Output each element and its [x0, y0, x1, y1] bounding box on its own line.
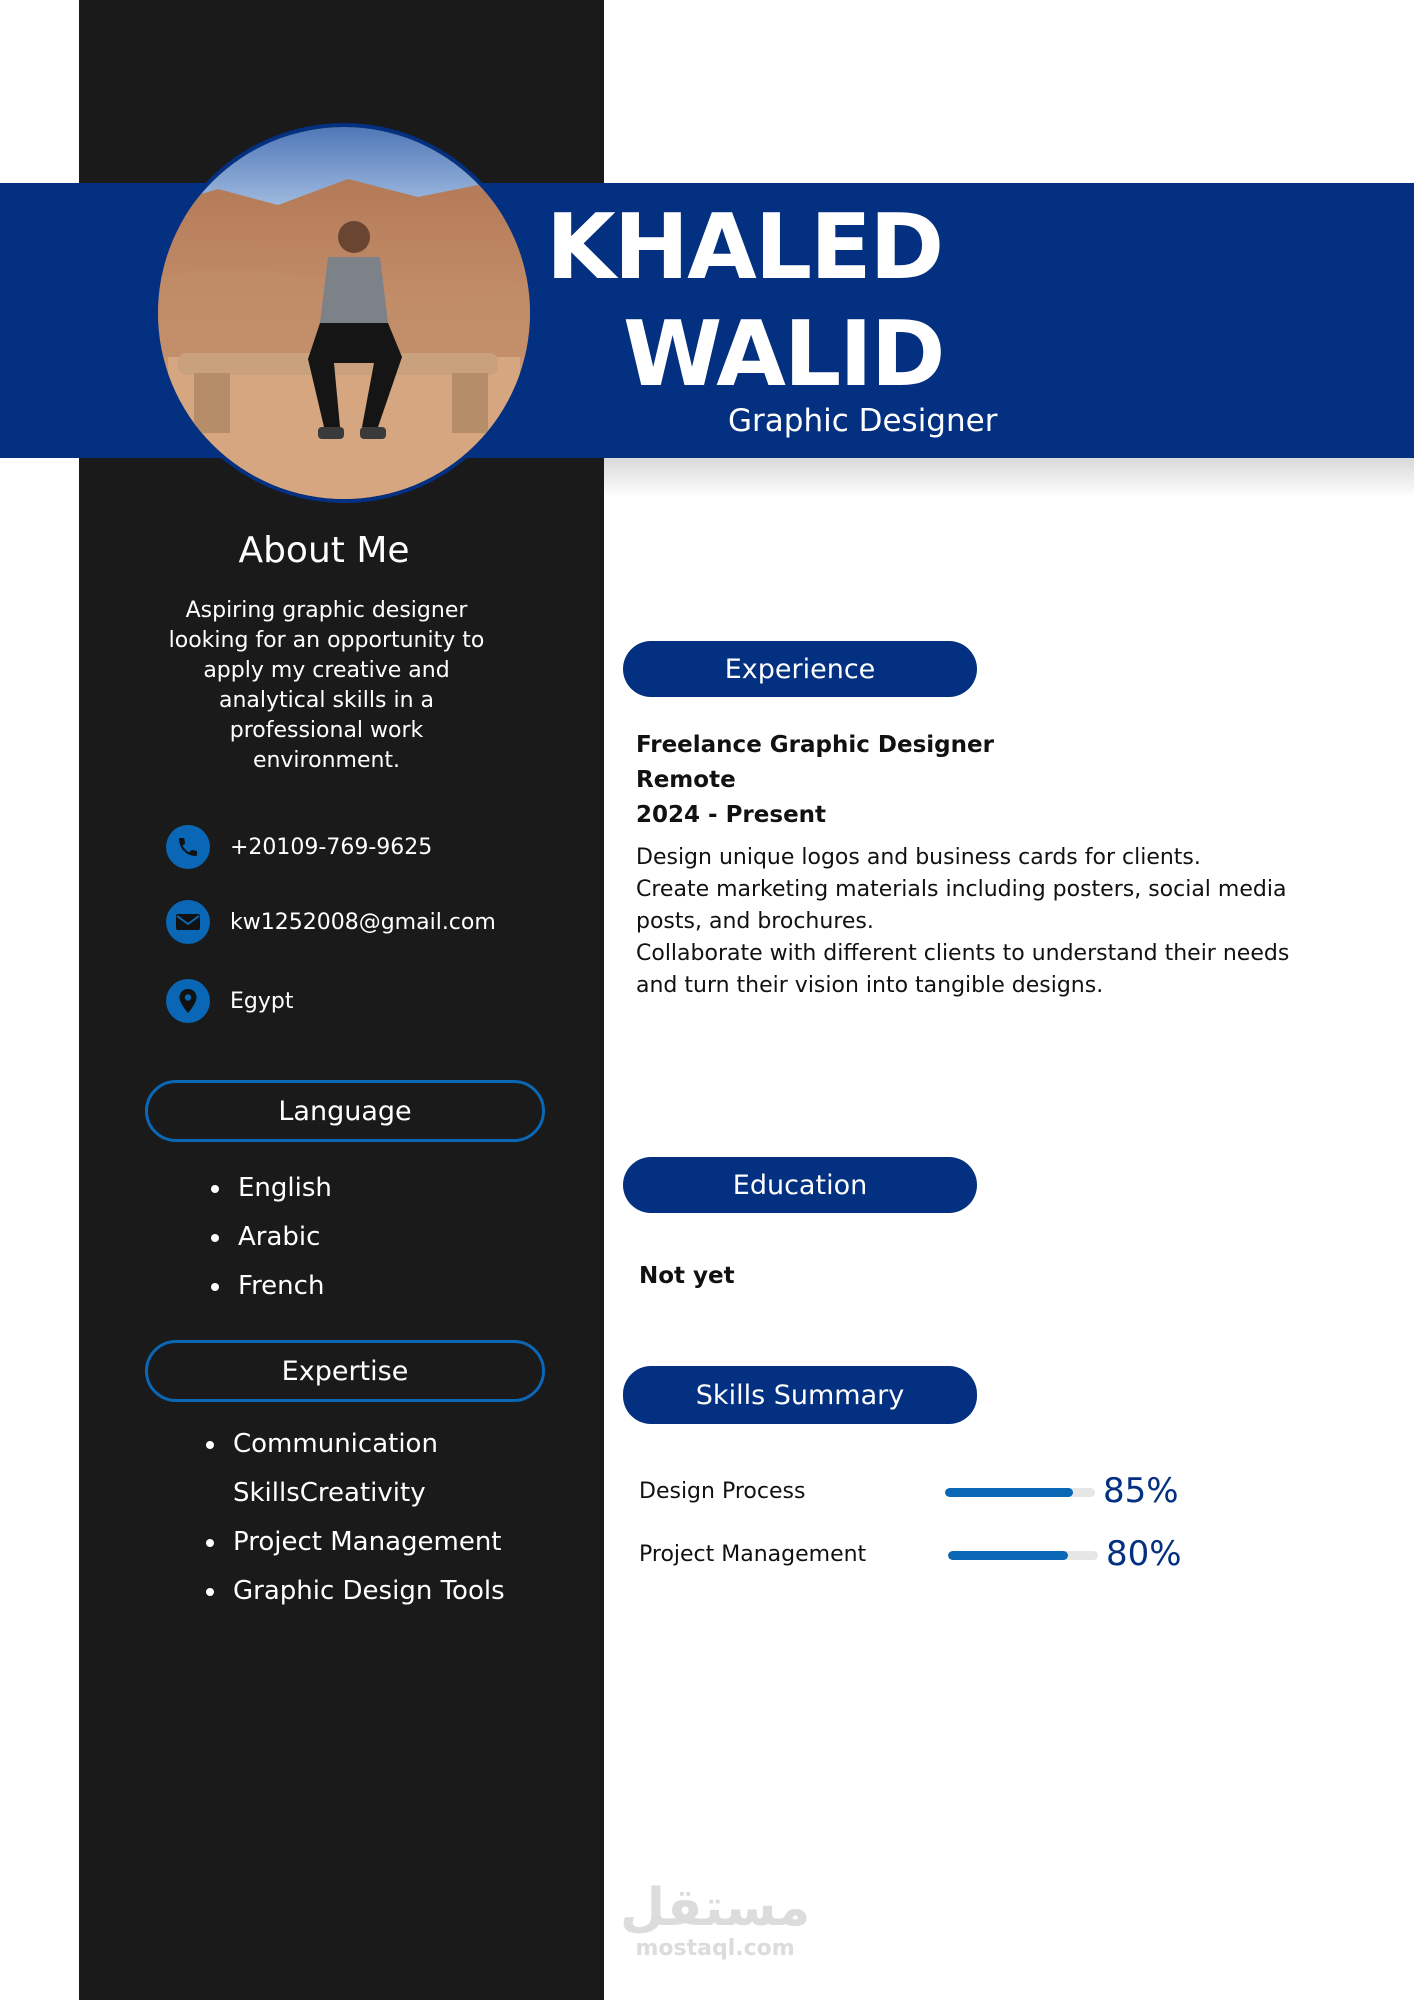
- experience-description: [636, 842, 1336, 1002]
- experience-role: Freelance Graphic Designer: [636, 732, 994, 758]
- list-item: French: [238, 1262, 332, 1311]
- language-heading: Language: [145, 1080, 545, 1142]
- skill-progress-bar: [945, 1488, 1095, 1497]
- phone-number: +20109-769-9625: [230, 834, 433, 860]
- language-list: [238, 1164, 332, 1311]
- contact-email: [166, 899, 496, 945]
- skill-name: Project Management: [639, 1542, 867, 1567]
- experience-period: 2024 - Present: [636, 802, 827, 828]
- list-item: Project Management: [233, 1518, 505, 1567]
- list-item: Graphic Design Tools: [233, 1567, 505, 1616]
- watermark-url: mostaql.com: [635, 1936, 795, 1961]
- list-item: Arabic: [238, 1213, 332, 1262]
- list-item: Communication: [233, 1420, 505, 1469]
- watermark-logo: مستقل: [620, 1878, 811, 1938]
- skill-progress-fill: [948, 1551, 1068, 1560]
- experience-line: Create marketing materials including posters, social media posts, and brochures.: [636, 877, 1287, 934]
- skills-heading: Skills Summary: [623, 1366, 977, 1424]
- location: Egypt: [230, 988, 294, 1014]
- list-item: SkillsCreativity: [233, 1478, 426, 1508]
- watermark: [620, 1880, 810, 1961]
- expertise-list: [233, 1420, 505, 1616]
- job-title: Graphic Designer: [728, 403, 998, 439]
- expertise-heading: Expertise: [145, 1340, 545, 1402]
- profile-photo: [154, 123, 534, 503]
- email-address: kw1252008@gmail.com: [230, 909, 496, 935]
- location-pin-icon: [166, 979, 210, 1023]
- about-title: About Me: [238, 530, 410, 571]
- education-text: Not yet: [639, 1263, 735, 1289]
- mail-icon: [166, 900, 210, 944]
- contact-phone: [166, 824, 432, 870]
- skill-percent: 85%: [1103, 1471, 1179, 1511]
- skill-progress-fill: [945, 1488, 1073, 1497]
- skill-name: Design Process: [639, 1479, 806, 1504]
- contact-location: [166, 978, 293, 1024]
- list-item: English: [238, 1164, 332, 1213]
- last-name: WALID: [623, 302, 944, 407]
- skill-percent: 80%: [1106, 1534, 1182, 1574]
- experience-location: Remote: [636, 767, 736, 793]
- education-heading: Education: [623, 1157, 977, 1213]
- skill-progress-bar: [948, 1551, 1098, 1560]
- first-name: KHALED: [546, 195, 943, 300]
- about-text: Aspiring graphic designer looking for an opportunity to apply my creative and analytical skills in a professional work environment.: [168, 598, 485, 773]
- phone-icon: [166, 825, 210, 869]
- experience-header: [636, 728, 994, 833]
- banner-shadow: [604, 458, 1414, 498]
- experience-heading: Experience: [623, 641, 977, 697]
- experience-line: Design unique logos and business cards for clients.: [636, 845, 1201, 870]
- experience-line: Collaborate with different clients to understand their needs and turn their vision into tangible designs.: [636, 941, 1290, 998]
